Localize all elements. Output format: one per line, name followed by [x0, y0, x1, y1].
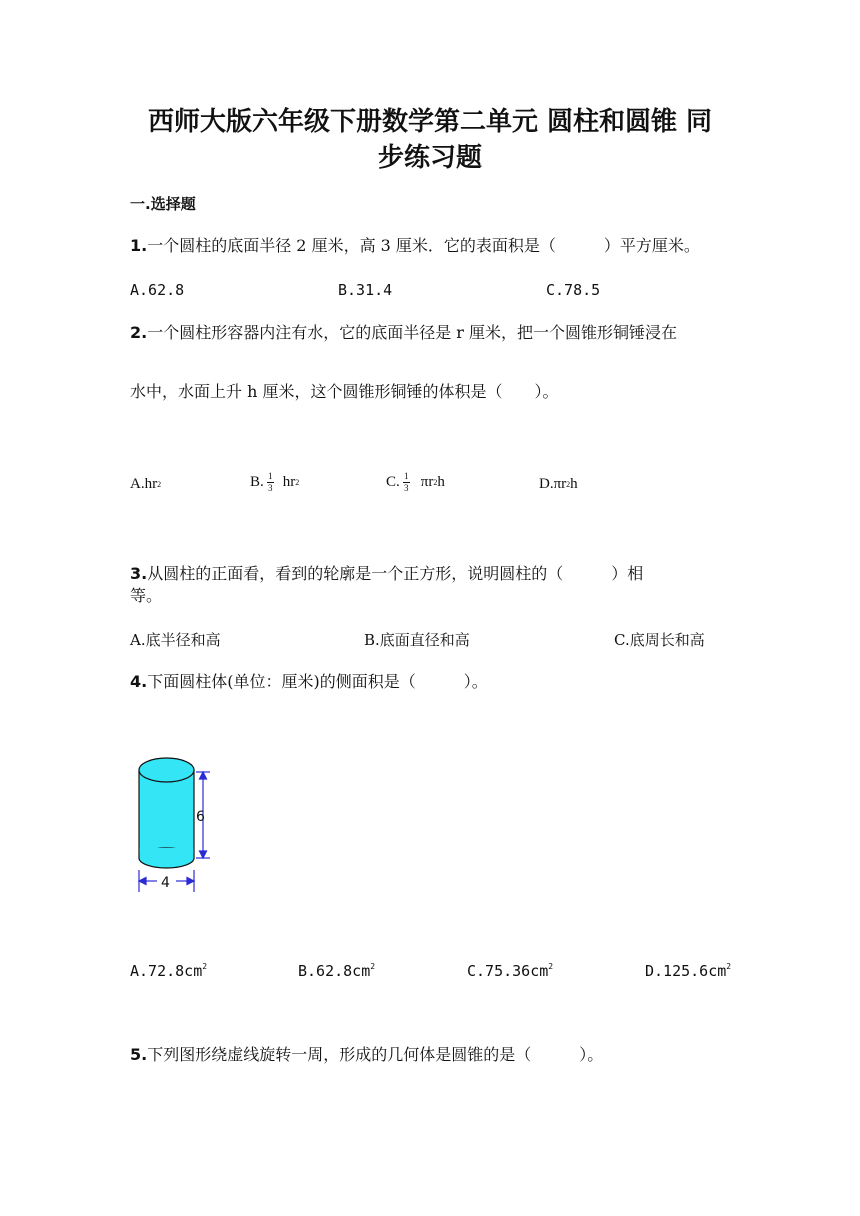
fraction-one-third: $\frac{1}{3}$ — [268, 471, 273, 493]
diameter-label: 4 — [161, 875, 170, 891]
question-number: 5. — [130, 1045, 148, 1064]
q3-option-b[interactable]: B.底面直径和高 — [364, 631, 470, 649]
q1-option-c[interactable]: C.78.5 — [546, 281, 601, 299]
question-2-line-2: 水中，水面上升 h 厘米，这个圆锥形铜锤的体积是（ ）。 — [130, 382, 559, 401]
q2-option-d[interactable]: D. π r 2 h — [539, 476, 578, 492]
question-number: 3. — [130, 564, 148, 583]
question-text: 一个圆柱的底面半径 2 厘米，高 3 厘米．它的表面积是（ ）平方厘米。 — [147, 236, 700, 255]
question-number: 2. — [130, 323, 148, 342]
cylinder-figure — [124, 748, 234, 898]
q1-option-a[interactable]: A.62.8 — [130, 281, 185, 299]
question-3-line-2: 等。 — [130, 586, 163, 605]
q4-option-b[interactable]: $B.62.8cm^2$ — [298, 962, 376, 980]
q3-option-c[interactable]: C.底周长和高 — [614, 631, 705, 649]
question-text-line-1: 一个圆柱形容器内注有水，它的底面半径是 r 厘米，把一个圆锥形铜锤浸在 — [147, 323, 678, 342]
q4-option-c[interactable]: $C.75.36cm^2$ — [467, 962, 554, 980]
question-text: 下列图形绕虚线旋转一周，形成的几何体是圆锥的是（ ）。 — [147, 1045, 604, 1064]
q2-option-c[interactable]: C. $\frac{1}{3}$ π r 2 h — [386, 471, 445, 493]
page-title — [130, 104, 730, 176]
title-line-1: 西师大版六年级下册数学第二单元 圆柱和圆锥 同 — [147, 107, 713, 137]
question-text: 下面圆柱体(单位：厘米)的侧面积是（ ）。 — [147, 672, 488, 691]
section-heading: 一.选择题 — [130, 195, 196, 213]
q4-option-a[interactable]: $A.72.8cm^2$ — [130, 962, 208, 980]
q1-option-b[interactable]: B.31.4 — [338, 281, 393, 299]
question-number: 1. — [130, 236, 148, 255]
title-line-2: 步练习题 — [377, 143, 482, 173]
height-label: 6 — [196, 809, 205, 825]
q3-option-a[interactable]: A.底半径和高 — [130, 631, 221, 649]
q2-option-a[interactable]: A. hr 2 — [130, 476, 162, 492]
question-2 — [130, 323, 677, 343]
question-4 — [130, 672, 488, 692]
question-number: 4. — [130, 672, 148, 691]
cylinder-shape — [139, 758, 194, 868]
question-3 — [130, 564, 643, 584]
question-5 — [130, 1045, 603, 1065]
question-text-line-1: 从圆柱的正面看，看到的轮廓是一个正方形，说明圆柱的（ ）相 — [147, 564, 644, 583]
fraction-one-third: $\frac{1}{3}$ — [404, 471, 409, 493]
question-1 — [130, 236, 700, 256]
q2-option-b[interactable]: B. $\frac{1}{3}$ hr 2 — [250, 471, 300, 493]
q4-option-d[interactable]: $D.125.6cm^2$ — [645, 962, 732, 980]
